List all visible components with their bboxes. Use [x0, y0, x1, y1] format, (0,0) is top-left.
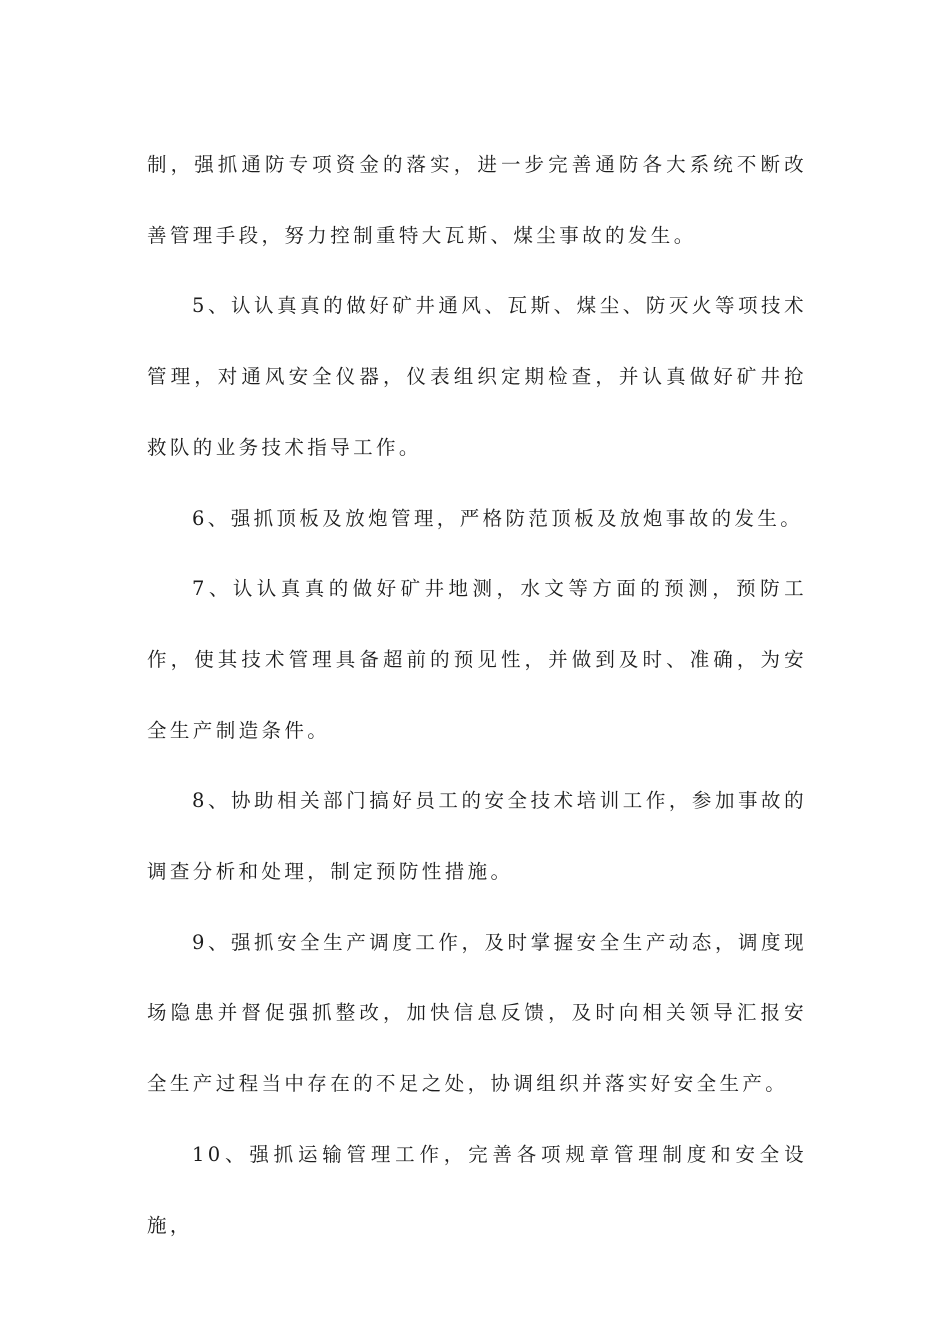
document-body	[147, 130, 807, 1261]
paragraph-item-10: 10、强抓运输管理工作，完善各项规章管理制度和安全设施，	[147, 1142, 807, 1237]
paragraph-item-9: 9、强抓安全生产调度工作，及时掌握安全生产动态，调度现场隐患并督促强抓整改，加快信息反馈，及时向相关领导汇报安全生产过程当中存在的不足之处，协调组织并落实好安全生产。	[147, 930, 807, 1096]
paragraph-item-6: 6、强抓顶板及放炮管理，严格防范顶板及放炮事故的发生。	[192, 506, 804, 530]
paragraph-item-8: 8、协助相关部门搞好员工的安全技术培训工作，参加事故的调查分析和处理，制定预防性措施。	[147, 789, 807, 884]
paragraph-continuation: 制，强抓通防专项资金的落实，进一步完善通防各大系统不断改善管理手段，努力控制重特大瓦斯、煤尘事故的发生。	[147, 153, 807, 247]
paragraph-item-7: 7、认认真真的做好矿井地测，水文等方面的预测，预防工作，使其技术管理具备超前的预见性，并做到及时、准确，为安全生产制造条件。	[147, 577, 807, 742]
paragraph-item-5: 5、认认真真的做好矿井通风、瓦斯、煤尘、防灭火等项技术管理，对通风安全仪器，仪表组织定期检查，并认真做好矿井抢救队的业务技术指导工作。	[147, 294, 807, 459]
